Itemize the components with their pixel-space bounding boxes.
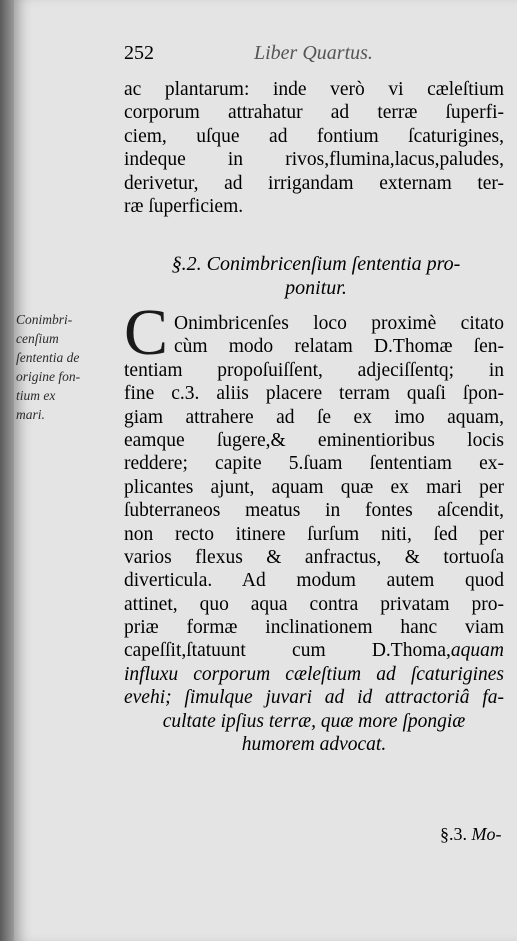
text-line: non recto itinere ſurſum niti, ſed per [124, 523, 504, 545]
top-paragraph [124, 78, 504, 218]
text-line: priæ formæ inclinationem hanc viam [124, 617, 504, 639]
body-paragraph [124, 312, 504, 756]
drop-cap: C [124, 296, 169, 369]
text-line: cùm modo relatam D.Thomæ ſen- [174, 336, 504, 358]
text-line: indeque in rivos,flumina,lacus,paludes, [124, 149, 504, 171]
text-line: ræ ſuperficiem. [124, 195, 244, 217]
text-line: ac plantarum: inde verò vi cæleſtium [124, 79, 504, 100]
text-run: capeſſit,ſtatuunt cum D.Thoma, [124, 640, 451, 662]
text-line: ſubterraneos meatus in fontes aſcendit, [124, 500, 504, 522]
binding-gutter [0, 0, 14, 941]
section-heading-line: ponitur. [285, 277, 347, 299]
catchword-section: §.3. [440, 824, 467, 844]
text-line [124, 639, 504, 662]
catchword-word: Mo- [471, 824, 502, 844]
catchword [440, 824, 502, 845]
margin-note-line: tium ex [16, 388, 56, 403]
text-line-italic: influxu corporum cæleſtium ad ſcaturigines [124, 663, 504, 685]
margin-note [16, 310, 116, 424]
text-line: reddere; capite 5.ſuam ſententiam ex- [124, 453, 504, 475]
text-line: attinet, quo aqua contra privatam pro- [124, 593, 504, 615]
margin-note-line: origine fon- [16, 369, 81, 384]
text-line: eamque ſugere,& eminentioribus locis [124, 429, 504, 451]
text-run-italic: aquam [450, 640, 504, 662]
text-line-italic: cultate ipſius terræ, quæ more ſpongiæ [162, 710, 466, 732]
section-heading [146, 252, 486, 300]
text-line-italic: humorem advocat. [241, 734, 387, 756]
text-line: ciem, uſque ad fontium ſcaturigines, [124, 125, 504, 147]
margin-note-line: Conimbri- [16, 312, 73, 327]
margin-note-line: ſententia de [16, 350, 80, 365]
text-line: derivetur, ad irrigandam externam ter- [124, 172, 504, 194]
running-title: Liber Quartus. [254, 42, 373, 64]
section-heading-line: §.2. Conimbricenſium ſententia pro- [171, 253, 461, 275]
text-line-italic: evehi; ſimulque juvari ad id attractoriâ fa- [124, 687, 504, 709]
text-line: Onimbricenſes loco proximè citato [174, 313, 504, 334]
margin-note-line: cenſium [16, 331, 59, 346]
text-line: giam attrahere ad ſe ex imo aquam, [124, 406, 504, 428]
text-line: diverticula. Ad modum autem quod [124, 570, 504, 592]
text-line: tentiam propoſuiſſent, adjeciſſentq; in [124, 359, 504, 381]
margin-note-line: mari. [16, 407, 45, 422]
text-line: fine c.3. aliis placere terram quaſi ſpon- [124, 383, 504, 405]
text-line: varios flexus & anfractus, & tortuoſa [124, 546, 504, 568]
page-number: 252 [124, 42, 154, 64]
text-line: corporum attrahatur ad terræ ſuperfi- [124, 102, 504, 124]
text-line: plicantes ajunt, aquam quæ ex mari per [124, 476, 504, 498]
